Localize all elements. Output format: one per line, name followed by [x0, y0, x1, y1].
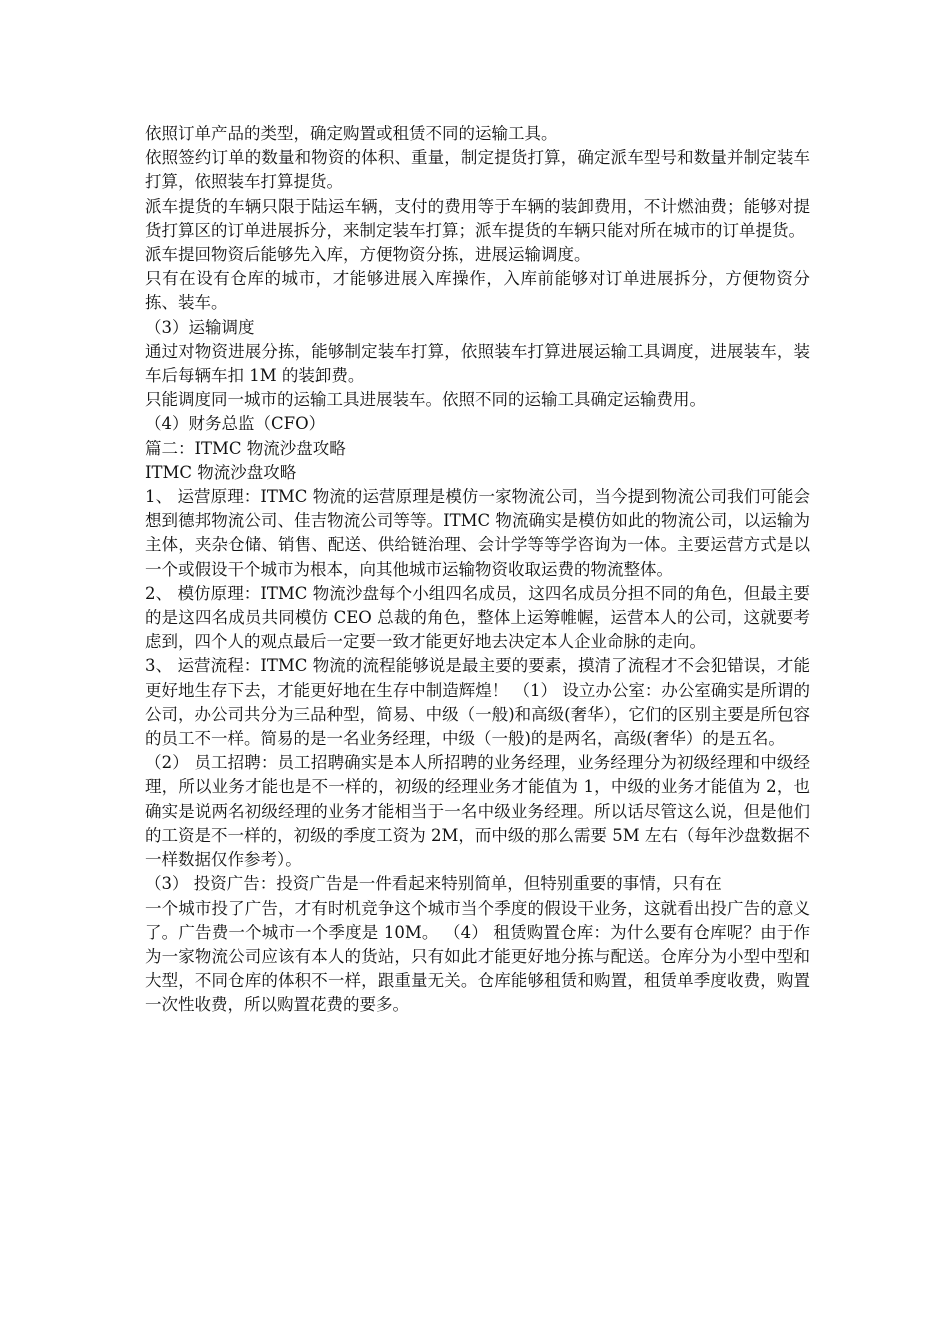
paragraph: 通过对物资进展分拣，能够制定装车打算，依照装车打算进展运输工具调度，进展装车，装车后每辆车扣 1M 的装卸费。: [145, 341, 810, 386]
article-subtitle: ITMC 物流沙盘攻略: [145, 462, 297, 482]
document-body: [145, 122, 810, 1018]
paragraph: 依照订单产品的类型，确定购置或租赁不同的运输工具。: [145, 124, 558, 143]
article-title: 篇二：ITMC 物流沙盘攻略: [145, 438, 346, 458]
paragraph: （2） 员工招聘：员工招聘确实是本人所招聘的业务经理，业务经理分为初级经理和中级经理，所以业务才能也是不一样的，初级的经理业务才能值为 1，中级的业务才能值为 2，也确实是说两名初级经理的业务才能相当于一名中级业务经理。所以话尽管这么说，但是他们的工资是不一样的，初级的季度工资为 2M，而中级的那么需要 5M 左右（每年沙盘数据不一样数据仅作参考）。: [145, 753, 810, 870]
paragraph: 派车提回物资后能够先入库，方便物资分拣，进展运输调度。: [145, 245, 591, 265]
paragraph: 只能调度同一城市的运输工具进展装车。依照不同的运输工具确定运输费用。: [145, 390, 706, 410]
section-heading: （4）财务总监（CFO）: [145, 414, 326, 434]
paragraph: 一个城市投了广告，才有时机竞争这个城市当个季度的假设干业务，这就看出投广告的意义了。广告费一个城市一个季度是 10M。 （4） 租赁购置仓库：为什么要有仓库呢？由于作为一家物流公司应该有本人的货站，只有如此才能更好地分拣与配送。仓库分为小型中型和大型，不同仓库的体积不一样，跟重量无关。仓库能够租赁和购置，租赁单季度收费，购置一次性收费，所以购置花费的要多。: [145, 898, 810, 1015]
paragraph: 1、 运营原理：ITMC 物流的运营原理是模仿一家物流公司，当今提到物流公司我们可能会想到德邦物流公司、佳吉物流公司等等。ITMC 物流确实是模仿如此的物流公司，以运输为主体，夹杂仓储、销售、配送、供给链治理、会计学等等学咨询为一体。主要运营方式是以一个或假设干个城市为根本，向其他城市运输物资收取运费的物流整体。: [145, 487, 810, 579]
section-heading: （3）运输调度: [145, 317, 255, 337]
paragraph: 依照签约订单的数量和物资的体积、重量，制定提货打算，确定派车型号和数量并制定装车打算，依照装车打算提货。: [145, 148, 810, 192]
paragraph: 只有在设有仓库的城市，才能够进展入库操作，入库前能够对订单进展拆分，方便物资分拣、装车。: [145, 269, 810, 313]
paragraph: 3、 运营流程：ITMC 物流的流程能够说是最主要的要素，摸清了流程才不会犯错误，才能更好地生存下去，才能更好地在生存中制造辉煌！ （1） 设立办公室：办公室确实是所谓的公司，办公司共分为三品种型，简易、中级（一般)和高级(奢华），它们的区别主要是所包容的员工不一样。简易的是一名业务经理，中级（一般)的是两名，高级(奢华）的是五名。: [145, 656, 810, 749]
paragraph: 派车提货的车辆只限于陆运车辆，支付的费用等于车辆的装卸费用，不计燃油费；能够对提货打算区的订单进展拆分，来制定装车打算；派车提货的车辆只能对所在城市的订单提货。: [145, 196, 810, 240]
paragraph: 2、 模仿原理：ITMC 物流沙盘每个小组四名成员，这四名成员分担不同的角色，但最主要的是这四名成员共同模仿 CEO 总裁的角色，整体上运筹帷幄，运营本人的公司，这就要考虑到，四个人的观点最后一定要一致才能更好地去决定本人企业命脉的走向。: [145, 583, 810, 652]
paragraph: （3） 投资广告：投资广告是一件看起来特别简单，但特别重要的事情，只有在: [145, 874, 722, 894]
